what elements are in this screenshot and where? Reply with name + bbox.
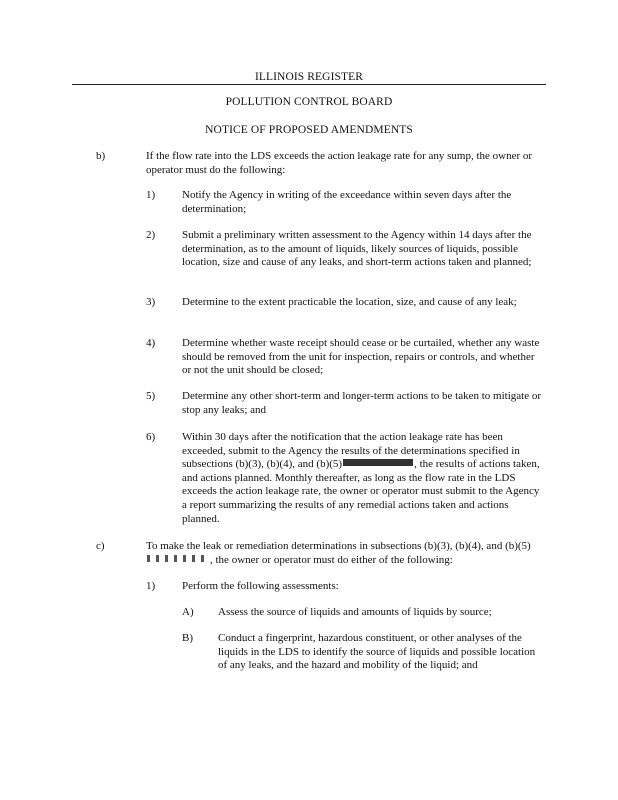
item-label: 2) xyxy=(146,229,156,241)
section-b-label: b) xyxy=(96,150,106,162)
subitem-text: Conduct a fingerprint, hazardous constituent, or other analyses of the liquids in the LDS to identify the source of liquids and possible location of any leaks, and the hazard and mobility of the liquid; and xyxy=(218,632,536,672)
item-text: Submit a preliminary written assessment to the Agency within 14 days after the determination, as to the amount of liquids, likely sources of liquids, possible location, size and cause of any leaks, and short-term actions taken and planned; xyxy=(182,229,532,269)
redaction-mark xyxy=(343,459,413,466)
item-text: Determine to the extent practicable the location, size, and cause of any leak; xyxy=(182,296,517,308)
board-header: POLLUTION CONTROL BOARD xyxy=(225,96,393,108)
register-header: ILLINOIS REGISTER xyxy=(254,71,364,83)
item-label: 3) xyxy=(146,296,156,308)
item-label: 1) xyxy=(146,189,156,201)
item-label: 4) xyxy=(146,337,156,349)
item-label: 5) xyxy=(146,390,156,402)
item-label: 1) xyxy=(146,580,156,592)
section-c-text xyxy=(146,540,546,567)
header-rule xyxy=(72,84,546,85)
item-text-before: Within 30 days after the notification that the action leakage rate has been exceeded, submit to the Agency the results of the determinations specified in subsections (b)(3), (b)(4), and (b)(5) xyxy=(182,431,520,471)
item-text: Determine any other short-term and longer-term actions to be taken to mitigate or stop any leaks; and xyxy=(182,390,541,416)
section-c-text-before: To make the leak or remediation determinations in subsections (b)(3), (b)(4), and (b)(5) xyxy=(146,540,531,552)
section-b-text: If the flow rate into the LDS exceeds the action leakage rate for any sump, the owner or operator must do the following: xyxy=(146,150,533,176)
item-text-after: , the results of actions taken, and actions planned. Monthly thereafter, as long as the flow rate in the LDS exceeds the action leakage rate, the owner or operator must submit to the Agency a report summarizing the results of any remedial actions taken and actions planned. xyxy=(182,458,540,525)
item-text: Notify the Agency in writing of the exceedance within seven days after the determination; xyxy=(182,189,512,215)
section-c-label: c) xyxy=(96,540,105,552)
item-text: Determine whether waste receipt should cease or be curtailed, whether any waste should be removed from the unit for inspection, repairs or controls, and whether or not the unit should be closed; xyxy=(182,337,540,377)
notice-header: NOTICE OF PROPOSED AMENDMENTS xyxy=(205,124,413,136)
subitem-label: A) xyxy=(182,606,194,618)
redaction-mark xyxy=(147,555,209,562)
item-text xyxy=(182,431,546,526)
subitem-label: B) xyxy=(182,632,193,644)
section-c-text-after: , the owner or operator must do either of the following: xyxy=(210,553,453,566)
subitem-text: Assess the source of liquids and amounts of liquids by source; xyxy=(218,606,492,618)
item-label: 6) xyxy=(146,431,156,443)
item-text: Perform the following assessments: xyxy=(182,580,339,592)
